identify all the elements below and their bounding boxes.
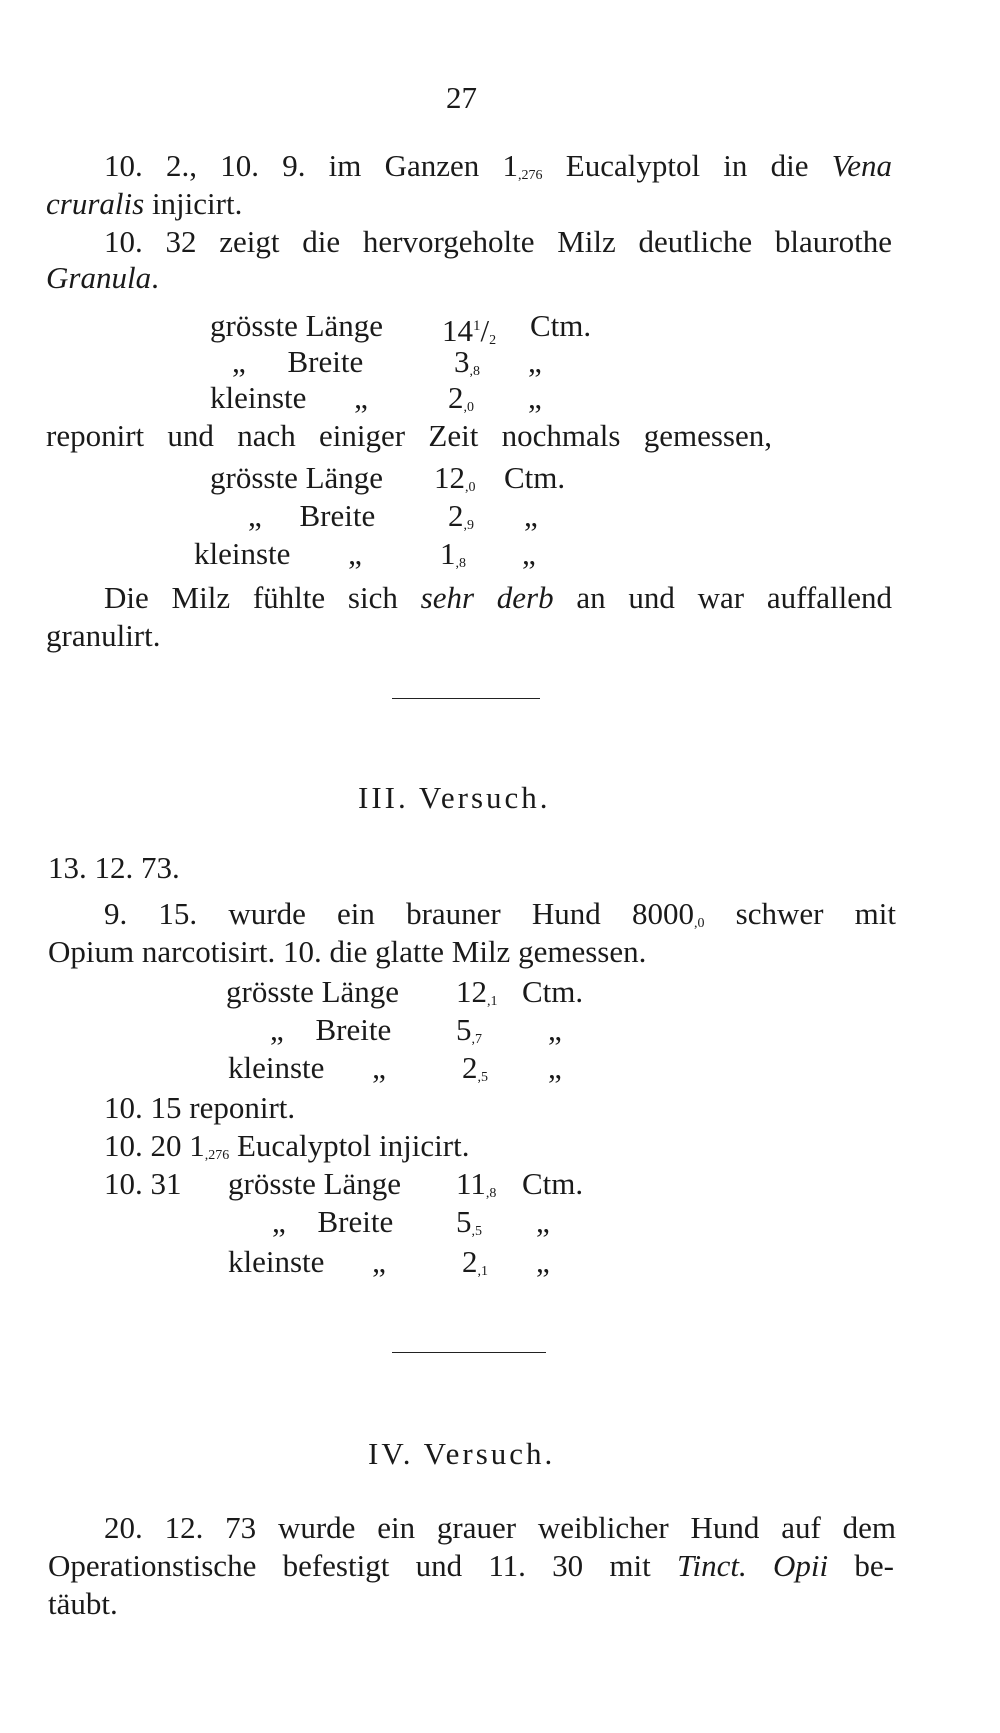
measurement-value: $14^1/_2$ (442, 313, 497, 348)
measurement-unit: „ (524, 498, 538, 533)
text-line: 9. 15. wurde ein brauner Hund $8000_{,0}$ schwer mit (104, 896, 896, 931)
text-line: Die Milz fühlte sich sehr derb an und war auffallend (104, 580, 892, 615)
text-line: 20. 12. 73 wurde ein grauer weiblicher Hund auf dem (104, 1510, 896, 1545)
measurement-unit: „ (522, 536, 536, 571)
measurement-label: kleinste „ (228, 1050, 386, 1085)
measurement-value: $2_{,9}$ (448, 498, 474, 533)
measurement-unit: „ (548, 1012, 562, 1047)
text-line: granulirt. (46, 618, 161, 653)
measurement-value: $5_{,5}$ (456, 1204, 482, 1239)
measurement-unit: Ctm. (530, 308, 592, 343)
measurement-label: grösste Länge (210, 460, 384, 495)
time-entry: 10. 20 $1_{,276}$ Eucalyptol injicirt. (104, 1128, 470, 1163)
measurement-unit: „ (548, 1050, 562, 1085)
measurement-unit: „ (528, 380, 542, 415)
measurement-unit: „ (528, 344, 542, 379)
section-divider (392, 1352, 546, 1353)
measurement-value: $2_{,1}$ (462, 1244, 488, 1279)
measurement-value: $5_{,7}$ (456, 1012, 482, 1047)
measurement-label: „ Breite (232, 344, 364, 379)
text-line: cruralis injicirt. (46, 186, 243, 221)
measurement-unit: Ctm. (522, 1166, 584, 1201)
section-divider (392, 698, 540, 699)
measurement-value: $3_{,8}$ (454, 344, 480, 379)
text-line: reponirt und nach einiger Zeit nochmals gemessen, (46, 418, 772, 453)
measurement-label: „ Breite (270, 1012, 392, 1047)
measurement-value: $11_{,8}$ (456, 1166, 497, 1201)
text-line: 10. 32 zeigt die hervorgeholte Milz deutliche blaurothe (104, 224, 892, 259)
measurement-unit: „ (536, 1204, 550, 1239)
text-line: Operationstische befestigt und 11. 30 mit Tinct. Opii be- (48, 1548, 894, 1583)
text-line: 10. 2., 10. 9. im Ganzen $1_{,276}$ Eucalyptol in die Vena (104, 148, 892, 183)
measurement-unit: Ctm. (522, 974, 584, 1009)
measurement-value: $12_{,0}$ (434, 460, 476, 495)
measurement-value: $1_{,8}$ (440, 536, 466, 571)
measurement-label: grösste Länge (228, 1166, 402, 1201)
measurement-value: $2_{,0}$ (448, 380, 474, 415)
page-number: 27 (446, 80, 477, 115)
measurement-unit: Ctm. (504, 460, 566, 495)
measurement-value: $12_{,1}$ (456, 974, 498, 1009)
measurement-unit: „ (536, 1244, 550, 1279)
measurement-label: kleinste „ (210, 380, 368, 415)
text-line: täubt. (48, 1586, 118, 1621)
date-line: 13. 12. 73. (48, 850, 180, 885)
measurement-label: grösste Länge (226, 974, 400, 1009)
measurement-value: $2_{,5}$ (462, 1050, 488, 1085)
measurement-label: kleinste „ (194, 536, 362, 571)
time-entry: 10. 15 reponirt. (104, 1090, 296, 1125)
text-line: Opium narcotisirt. 10. die glatte Milz gemessen. (48, 934, 647, 969)
measurement-label: „ Breite (248, 498, 376, 533)
section-heading: III. Versuch. (358, 780, 551, 815)
measurement-label: kleinste „ (228, 1244, 386, 1279)
text-line: Granula. (46, 260, 159, 295)
measurement-label: grösste Länge (210, 308, 384, 343)
measurement-label: „ Breite (272, 1204, 394, 1239)
time-entry: 10. 31 (104, 1166, 182, 1201)
section-heading: IV. Versuch. (368, 1436, 556, 1471)
